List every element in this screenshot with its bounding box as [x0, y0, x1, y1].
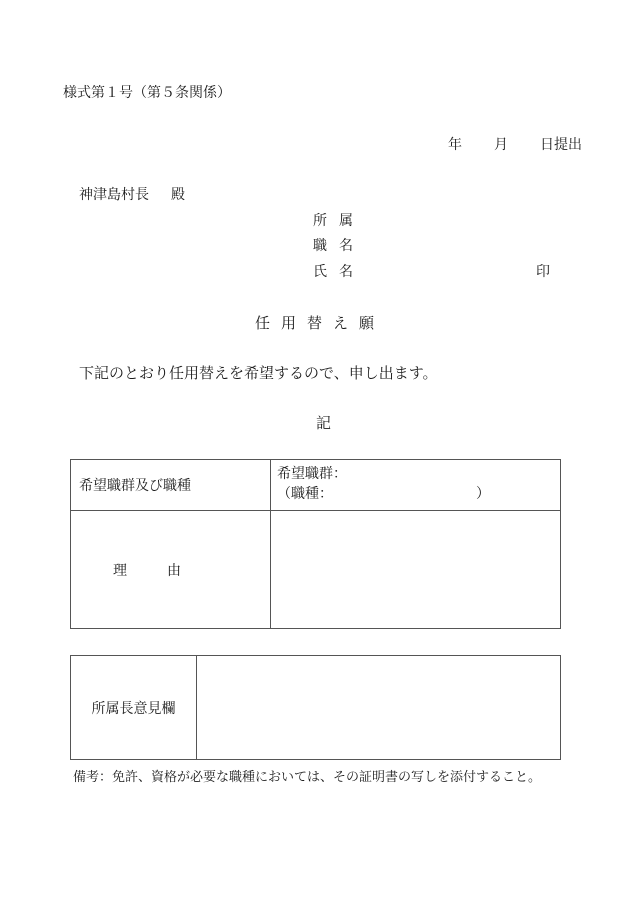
desired-job-field[interactable]: [271, 460, 561, 511]
document-title: 任用替え願: [255, 314, 386, 332]
seal-mark: 印: [536, 264, 550, 280]
date-line: [448, 134, 582, 154]
request-statement: 下記のとおり任用替えを希望するので、申し出ます。: [79, 364, 438, 382]
addressee-honorific: 殿: [171, 187, 185, 203]
addressee: [79, 184, 185, 204]
desired-job-label: 希望職群及び職種: [71, 460, 271, 511]
ki-heading: 記: [316, 414, 332, 432]
desired-type-close: ）: [476, 486, 490, 502]
reason-field[interactable]: [271, 511, 561, 629]
supervisor-opinion-label: 所属長意見欄: [71, 656, 197, 760]
addressee-name: 神津島村長: [79, 187, 149, 203]
reason-row: [71, 511, 561, 629]
desired-job-row: [71, 460, 561, 511]
desired-type-open: （職種：: [277, 486, 326, 502]
supervisor-opinion-table: [70, 655, 561, 760]
supervisor-opinion-field[interactable]: [197, 656, 561, 760]
form-number: 様式第１号（第５条関係）: [63, 85, 231, 101]
sender-affiliation-label: 所属: [313, 213, 365, 229]
desired-group-line: 希望職群：: [277, 466, 347, 482]
date-day-submit-label: 日提出: [540, 137, 582, 153]
reason-label-char-1: 理: [113, 562, 127, 579]
request-details-table: [70, 459, 561, 629]
reason-label: [71, 511, 271, 629]
supervisor-opinion-row: [71, 656, 561, 760]
remarks-note: 備考：免許、資格が必要な職種においては、その証明書の写しを添付すること。: [73, 770, 542, 785]
desired-type-line: [277, 484, 560, 504]
date-year-label: 年: [448, 137, 462, 153]
sender-position-label: 職名: [313, 238, 365, 254]
sender-name-label: 氏名: [313, 264, 365, 280]
date-month-label: 月: [494, 137, 508, 153]
reason-label-char-2: 由: [167, 562, 181, 579]
